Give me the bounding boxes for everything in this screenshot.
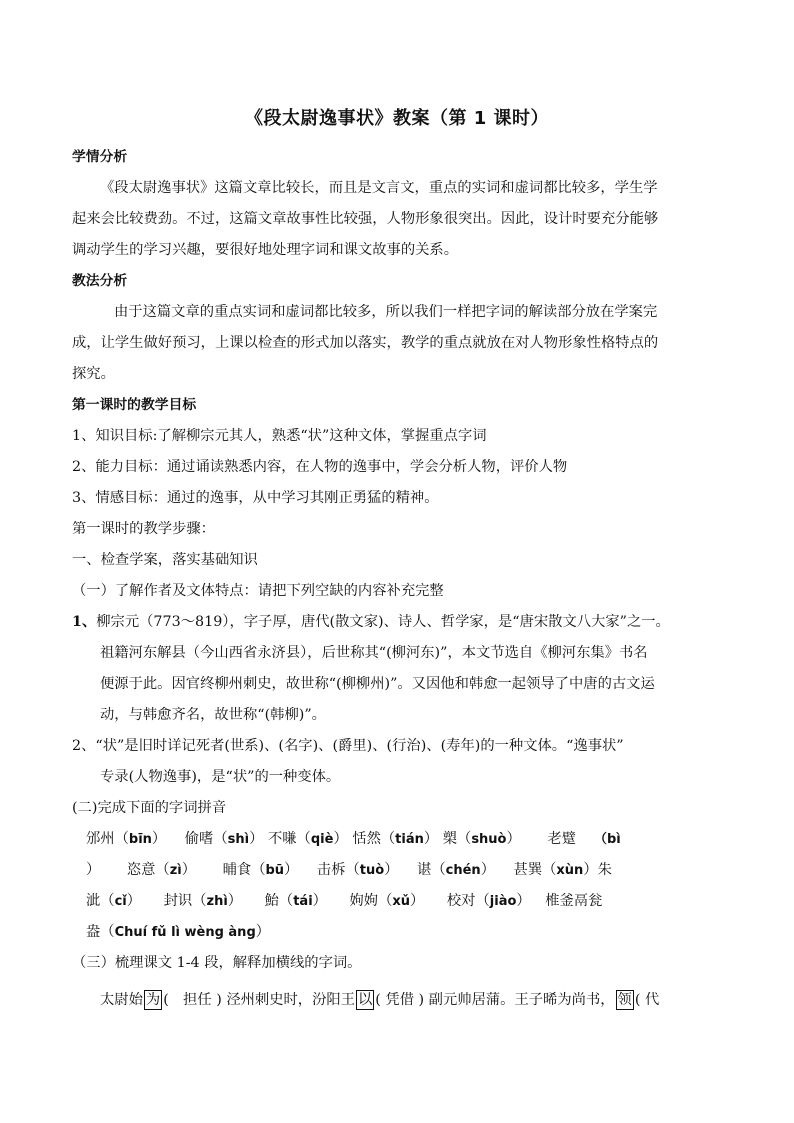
text-span: ） — [86, 862, 101, 878]
text-span: ( 担任 ) 泾州刺史时，汾阳王 — [163, 992, 355, 1008]
pinyin: xǔ — [392, 894, 411, 909]
paragraph-line: 探究。 — [72, 366, 115, 382]
paragraph-line: 起来会比较费劲。不过，这篇文章故事性比较强，人物形象很突出。因此，设计时要充分能够 — [72, 211, 659, 227]
word: 封识（ — [163, 893, 207, 909]
text-span: ） — [312, 893, 327, 909]
pinyin: jiào — [489, 894, 517, 909]
pinyin: shì — [227, 832, 250, 847]
part-three-heading: （三）梳理课文 1-4 段，解释加横线的字词。 — [72, 955, 362, 971]
pinyin: shuò — [471, 832, 507, 847]
steps-heading: 第一课时的教学步骤： — [72, 521, 215, 537]
paragraph-line: 成，让学生做好预习，上课以检查的形式加以落实，教学的重点就放在对人物形象性格特点的 — [72, 335, 659, 351]
paragraph-line: 祖籍河东解县（今山西省永济县），后世称其“(柳河东)”，本文节选自《柳河东集》书名 — [100, 645, 648, 661]
word: 椎釜鬲瓮 — [545, 893, 603, 909]
pinyin-row — [72, 824, 722, 855]
part-two-heading: (二)完成下面的字词拼音 — [72, 800, 227, 816]
goal-item: 1、知识目标:了解柳宗元其人，熟悉“状”这种文体，掌握重点字词 — [72, 428, 487, 444]
text-span: ） — [181, 862, 197, 878]
word: 泚（ — [86, 893, 115, 909]
text-span: ）朱 — [583, 862, 612, 878]
text-span: ( 凭借 ) 副元帅居蒲。王子晞为尚书， — [375, 992, 615, 1008]
pinyin: tuò — [359, 863, 385, 878]
page-title: 《段太尉逸事状》教案（第 1 课时） — [244, 108, 550, 129]
pinyin-row — [72, 886, 722, 917]
pinyin: tián — [395, 832, 424, 847]
section-heading-xueqing: 学情分析 — [72, 149, 128, 165]
paragraph-line: 便源于此。因官终柳州刺史，故世称“(柳柳州)”。又因他和韩愈一起领导了中唐的古文运 — [100, 676, 655, 692]
text-span: ） — [516, 893, 531, 909]
word: 偷嗜（ — [184, 831, 228, 847]
paragraph-line: 动，与韩愈齐名，故世称“(韩柳)”。 — [100, 707, 326, 723]
pinyin: zì — [169, 863, 182, 878]
paragraph-line: 由于这篇文章的重点实词和虚词都比较多，所以我们一样把字词的解读部分放在学案完 — [114, 304, 658, 320]
word: 盎（ — [86, 924, 115, 940]
pinyin-row — [72, 855, 722, 886]
pinyin: bū — [265, 863, 285, 878]
word: 槊（ — [442, 831, 472, 847]
word: 校对（ — [446, 893, 490, 909]
pinyin: chén — [445, 863, 481, 878]
part-one-item-1 — [72, 607, 722, 638]
boxed-word: 以 — [358, 992, 373, 1008]
pinyin: qiè — [310, 832, 334, 847]
pinyin: zhì — [206, 894, 228, 909]
boxed-word: 为 — [145, 992, 161, 1008]
step-one-heading: 一、检查学案，落实基础知识 — [72, 552, 258, 568]
part-one-heading: （一）了解作者及文体特点：请把下列空缺的内容补充完整 — [72, 583, 444, 599]
section-heading-jiaofa: 教法分析 — [72, 273, 128, 289]
word: 鮐（ — [264, 893, 294, 909]
pinyin: Chuí fǔ lì wèng àng — [114, 925, 256, 940]
part-one-item-2: 2、“状”是旧时详记死者(世系)、(名字)、(爵里)、(行治)、(寿年)的一种文体。“逸事状” — [72, 738, 624, 754]
paragraph-line: 《段太尉逸事状》这篇文章比较长，而且是文言文，重点的实词和虚词都比较多，学生学 — [100, 180, 658, 196]
item-number: 1、 — [72, 614, 97, 630]
text-span: ） — [384, 862, 399, 878]
document-body — [72, 142, 722, 1016]
pinyin: bīn — [128, 832, 152, 847]
text-span: ） — [480, 862, 495, 878]
text-span: ） — [423, 831, 439, 847]
text-span: ( 代 — [634, 992, 660, 1008]
word: 邠州（ — [86, 831, 129, 847]
goal-item: 2、能力目标：通过诵读熟悉内容，在人物的逸事中，学会分析人物，评价人物 — [72, 459, 568, 475]
word: 恣意（ — [126, 862, 170, 878]
pinyin: xùn — [556, 863, 584, 878]
paragraph-line: 柳宗元（773～819），字子厚，唐代(散文家)、诗人、哲学家，是“唐宋散文八大家”之一。 — [96, 614, 670, 630]
boxed-word: 领 — [617, 992, 632, 1008]
word: 老躄 — [547, 831, 576, 847]
word: 不嗛（ — [267, 831, 311, 847]
word: 击柝（ — [316, 862, 360, 878]
text-span: ） — [249, 831, 264, 847]
text-span: ） — [151, 831, 167, 847]
paragraph-line — [72, 985, 722, 1016]
word: 晡食（ — [222, 862, 266, 878]
text-span: ） — [255, 924, 271, 940]
goal-item: 3、情感目标：通过的逸事，从中学习其刚正勇猛的精神。 — [72, 490, 439, 506]
word: 姁姁（ — [349, 893, 393, 909]
text-span: ） — [410, 893, 425, 909]
text-span: ） — [284, 862, 299, 878]
text-span: ） — [126, 893, 142, 909]
pinyin-row — [72, 917, 722, 948]
word: 恬然（ — [352, 831, 396, 847]
text-span: 太尉始 — [100, 992, 143, 1008]
word: 谌（ — [417, 862, 446, 878]
paragraph-line: 调动学生的学习兴趣，要很好地处理字词和课文故事的关系。 — [72, 242, 459, 258]
pinyin: （bì — [593, 832, 621, 847]
section-heading-mubiao: 第一课时的教学目标 — [72, 397, 197, 413]
text-span: ） — [506, 831, 521, 847]
text-span: ） — [333, 831, 348, 847]
word: 甚巽（ — [513, 862, 557, 878]
paragraph-line: 专录(人物逸事)，是“状”的一种变体。 — [100, 769, 341, 785]
pinyin: tái — [293, 894, 313, 909]
text-span: ） — [227, 893, 243, 909]
pinyin: cǐ — [114, 894, 127, 909]
